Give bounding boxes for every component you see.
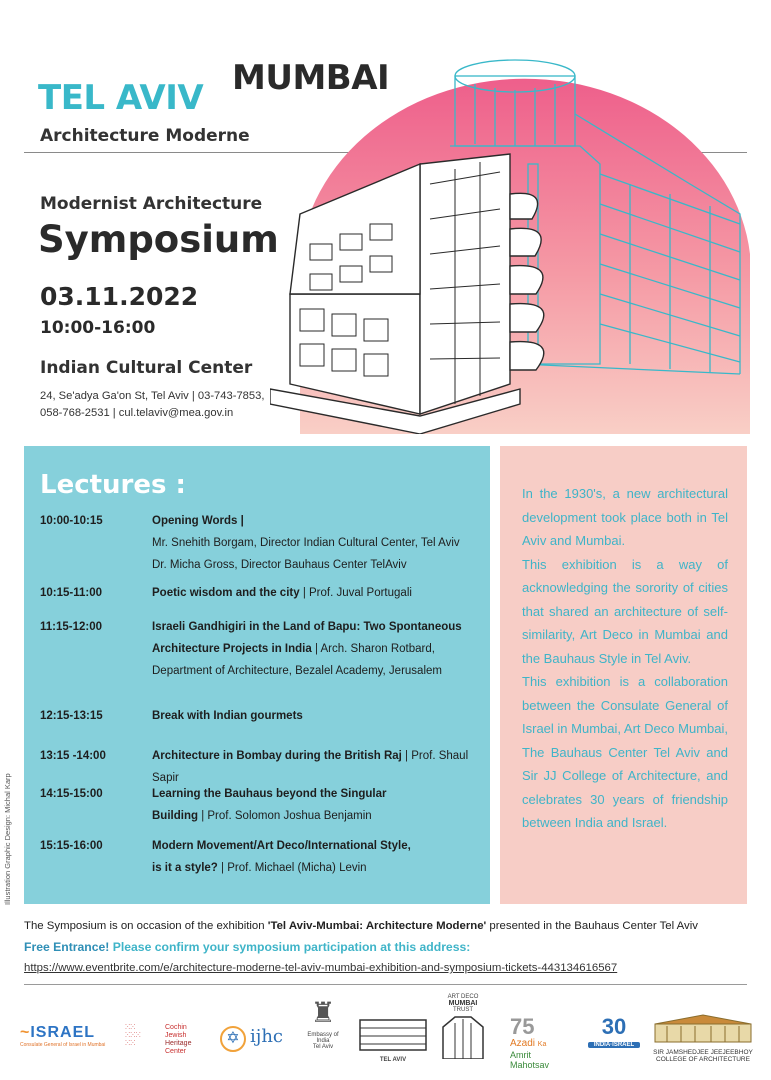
lecture-title: Break with Indian gourmets: [152, 710, 303, 722]
art-deco-mumbai-logo: [435, 994, 491, 1070]
lecture-title: Modern Movement/Art Deco/International Style,: [152, 840, 411, 852]
lecture-time: 13:15 -14:00: [40, 750, 106, 762]
design-credit: Illustration Graphic Design: Michal Karp: [3, 773, 12, 905]
title-mumbai: MUMBAI: [232, 58, 390, 98]
lecture-time: 10:00-10:15: [40, 515, 103, 527]
venue-name: Indian Cultural Center: [40, 358, 253, 378]
registration-link[interactable]: https://www.eventbrite.com/e/architecture-moderne-tel-aviv-mumbai-exhibition-and-symposium-tickets-443134616567: [24, 962, 618, 974]
lecture-affiliation: Department of Architecture, Bezalel Academy, Jerusalem: [152, 665, 442, 677]
exhibition-subtitle: Architecture Moderne: [40, 126, 250, 146]
logo-azadi-line: Mahotsav: [510, 1060, 550, 1070]
lecture-time: 10:15-11:00: [40, 587, 103, 599]
logo-30-text: 30: [601, 1014, 627, 1039]
logo-jj-line: SIR JAMSHEDJEE JEEJEEBHOY: [653, 1049, 753, 1056]
free-entrance-text: Please confirm your symposium participation at this address:: [109, 940, 471, 954]
logo-azadi-line: Azadi: [510, 1038, 536, 1049]
address-line-2: 058-768-2531 | cul.telaviv@mea.gov.in: [40, 407, 234, 419]
embassy-india-logo: [303, 994, 343, 1070]
azadi-ka-amrit-mahotsav-logo: 75 Azadi Ka Amrit Mahotsav: [510, 1014, 550, 1070]
free-entrance-label: Free Entrance!: [24, 940, 110, 954]
address-line-1: 24, Se'adya Ga'on St, Tel Aviv | 03-743-7853,: [40, 390, 265, 402]
logo-artdeco-line: TRUST: [453, 1007, 473, 1013]
logo-cochin-line: Cochin: [165, 1024, 187, 1031]
lecture-title-cont: Building: [152, 810, 198, 822]
lecture-time: 15:15-16:00: [40, 840, 103, 852]
logo-cochin-line: Jewish: [165, 1032, 187, 1039]
lecture-speaker: Prof. Solomon Joshua Benjamin: [207, 810, 372, 822]
star-of-david-icon: ✡: [220, 1026, 246, 1052]
lecture-speaker: Prof. Juval Portugali: [309, 587, 412, 599]
lecture-speaker: Mr. Snehith Borgam, Director Indian Cultural Center, Tel Aviv: [152, 537, 460, 549]
lectures-panel: Lectures : 10:00-10:15 Opening Words | Mr. Snehith Borgam, Director Indian Cultural Center, Tel Aviv Dr. Micha Gross, Director Bauhaus Center TelAviv 10:15-11:00 Poetic wisdom and the city | Prof. Juval Portugali 11:15-12:00 Israeli Gandhigiri in the Land of Bapu: Two Spontaneous Architecture Projects in India | Arch. Sharon Rotbard, Department of Architecture, Bezalel Academy, Jerusalem 12:15-13:15 Break with Indian gourmets 13:15 -14:00 Architecture in Bombay during the British Raj | Prof. Shaul Sapir 14:15-15:00 Learning the Bauhaus beyond the Singular Building | Prof. Solomon Joshua Benjamin 15:15-16:00 Modern Movement/Art Deco/International Style, is it a style? | Prof. Michael (Micha) Levin: [24, 446, 490, 904]
sir-jj-college-logo: [653, 1014, 753, 1070]
lectures-heading: Lectures :: [40, 470, 186, 500]
about-paragraph: In the 1930's, a new architectural development took place both in Tel Aviv and Mumbai.: [522, 486, 728, 548]
ijhc-logo: [220, 1024, 300, 1064]
art-deco-building-icon: [435, 1013, 491, 1059]
logo-artdeco-line: ART DECO: [447, 994, 479, 1000]
occasion-post: presented in the Bauhaus Center Tel Aviv: [486, 920, 698, 932]
logo-embassy-line: Tel Aviv: [312, 1044, 334, 1050]
building-illustration: [270, 44, 760, 434]
logo-cochin-line: Center: [165, 1048, 187, 1055]
lecture-title-cont: is it a style?: [152, 862, 218, 874]
logo-azadi-line: Ka: [537, 1041, 547, 1048]
lecture-title-cont: Architecture Projects in India: [152, 643, 312, 655]
lecture-title: Learning the Bauhaus beyond the Singular: [152, 788, 387, 800]
cochin-jewish-heritage-logo: ⵘⵘ ⵘⵘⵘ ⵘⵘ Cochin Jewish Heritage Center: [125, 1024, 192, 1055]
exhibition-name: 'Tel Aviv-Mumbai: Architecture Moderne': [267, 920, 487, 932]
lecture-title: Opening Words: [152, 515, 238, 527]
lecture-time: 11:15-12:00: [40, 621, 103, 633]
title-tel-aviv: TEL AVIV: [38, 78, 204, 118]
lecture-speaker: Prof. Shaul Sapir: [152, 750, 469, 784]
event-time: 10:00-16:00: [40, 318, 156, 338]
lecture-speaker: Prof. Michael (Micha) Levin: [227, 862, 367, 874]
bauhaus-center-logo: [358, 1018, 428, 1064]
occasion-line: [24, 920, 698, 932]
lecture-title: Architecture in Bombay during the British Raj: [152, 750, 402, 762]
about-paragraph: This exhibition is a way of acknowledging the sorority of cities that shared an architecture of self- similarity, Art Deco in Mumbai and the Bauhaus Style in Tel Aviv.: [522, 556, 728, 666]
logo-azadi-line: Amrit: [510, 1050, 531, 1060]
lecture-title: Israeli Gandhigiri in the Land of Bapu: Two Spontaneous: [152, 621, 462, 633]
lecture-speaker: Arch. Sharon Rotbard,: [320, 643, 435, 655]
israel-consulate-logo: ~ISRAEL Consulate General of Israel in Mumbai: [20, 1024, 110, 1048]
event-title: Symposium: [38, 218, 279, 261]
about-panel: [500, 446, 747, 904]
national-emblem-icon: ♜: [310, 997, 336, 1028]
logo-israel-text: ISRAEL: [30, 1024, 96, 1041]
sponsor-logos: [20, 994, 755, 1074]
logo-artdeco-line: MUMBAI: [448, 1000, 478, 1007]
lecture-time: 14:15-15:00: [40, 788, 103, 800]
india-israel-30-logo: [588, 1012, 640, 1068]
logo-jj-line: COLLEGE OF ARCHITECTURE: [656, 1056, 750, 1063]
logo-israel-sub: Consulate General of Israel in Mumbai: [20, 1042, 106, 1048]
event-kicker: Modernist Architecture: [40, 194, 263, 214]
logo-bauhaus-text: TEL AVIV: [379, 1057, 407, 1063]
occasion-pre: The Symposium is on occasion of the exhibition: [24, 920, 268, 932]
lecture-time: 12:15-13:15: [40, 710, 103, 722]
footer-divider: [24, 984, 747, 985]
lecture-title: Poetic wisdom and the city: [152, 587, 300, 599]
college-building-icon: [653, 1014, 753, 1044]
lecture-speaker: Dr. Micha Gross, Director Bauhaus Center TelAviv: [152, 559, 407, 571]
venue-address: [40, 388, 280, 422]
free-entrance-line: [24, 940, 470, 954]
logo-cochin-line: Heritage: [165, 1040, 192, 1047]
logo-india-israel-text: INDIA·ISRAEL: [588, 1042, 640, 1048]
event-date: 03.11.2022: [40, 282, 199, 311]
about-paragraph: This exhibition is a collaboration between the Consulate General of Israel in Mumbai, Art Deco Mumbai, The Bauhaus Center Tel Aviv and Sir JJ College of Architecture, and celebrates 30 years of friendship between India and Israel.: [522, 674, 728, 830]
logo-ijhc-text: ijhc: [250, 1026, 284, 1047]
logo-embassy-line: Embassy of India: [307, 1032, 339, 1044]
bauhaus-building-icon: [358, 1018, 428, 1052]
